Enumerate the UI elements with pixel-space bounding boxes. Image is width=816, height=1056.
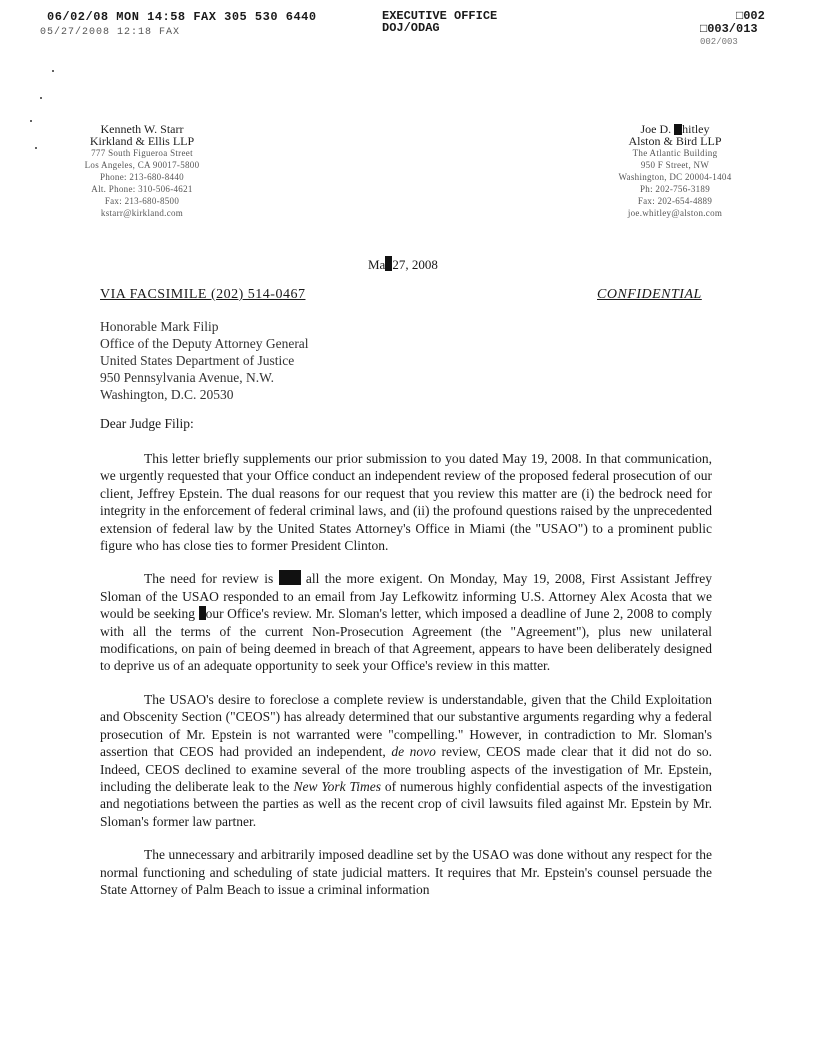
- fax-page-number: □002: [736, 9, 765, 23]
- phone-number: Ph: 202-756-3189: [639, 184, 711, 194]
- fax-office-label: EXECUTIVE OFFICE: [382, 9, 498, 23]
- body-paragraph: The need for review is all the more exigent. On Monday, May 19, 2008, First Assistant Jeffrey Sloman of the USAO responded to an email from Jay Lefkowitz informing U.S. Attorney Alex Acosta that we would be seeking our Office's review. Mr. Sloman's letter, which imposed a deadline of June 2, 2008 to comply with all the terms of the current Non-Prosecution Agreement (the "Agreement"), plus new unilateral modifications, on pain of being deemed in breach of that Agreement, appears to have been deliberately designed to deprive us of an adequate opportunity to seek your Office's review in this matter.: [100, 571, 713, 674]
- fax-page-faint: 002/003: [700, 37, 738, 47]
- fax-header-secondary-line: 05/27/2008 12:18 FAX: [40, 27, 181, 38]
- letter-body: [100, 450, 712, 914]
- city-address: Washington, DC 20004-1404: [618, 172, 732, 182]
- italic-publication: New York Times: [293, 778, 382, 794]
- body-paragraph: The unnecessary and arbitrarily imposed deadline set by the USAO was done without any respect for the normal functioning and scheduling of state judicial matters. It requires that Mr. Epstein's counsel persuade the State Attorney of Palm Beach to issue a criminal information: [100, 847, 712, 897]
- building-name: The Atlantic Building: [632, 148, 718, 158]
- transmission-method: VIA FACSIMILE (202) 514-0467: [100, 287, 306, 302]
- fax-office-code: DOJ/ODAG: [382, 21, 440, 35]
- letter-date: Ma 27, 2008: [368, 257, 438, 272]
- fax-speck: [52, 70, 54, 72]
- italic-term: de novo: [391, 744, 436, 760]
- firm-name: Kirkland & Ellis LLP: [89, 134, 195, 148]
- fax-page-numbers: [700, 10, 765, 49]
- firm-name: Alston & Bird LLP: [628, 134, 722, 148]
- recipient-line: Office of the Deputy Attorney General: [100, 336, 309, 351]
- phone-number: Phone: 213-680-8440: [100, 172, 184, 182]
- fax-page-icon: □: [700, 22, 708, 36]
- recipient-line: United States Department of Justice: [100, 353, 295, 368]
- redaction-box: [279, 570, 301, 585]
- recipient-line: Washington, D.C. 20530: [100, 387, 234, 402]
- salutation: Dear Judge Filip:: [100, 416, 194, 431]
- recipient-line: Honorable Mark Filip: [100, 319, 219, 334]
- redaction-box: [199, 606, 206, 620]
- city-address: Los Angeles, CA 90017-5800: [84, 160, 200, 170]
- alt-phone-number: Alt. Phone: 310-506-4621: [91, 184, 193, 194]
- fax-speck: [30, 120, 32, 122]
- fax-header-center: [382, 10, 497, 34]
- recipient-address: [100, 318, 309, 403]
- confidential-label: CONFIDENTIAL: [597, 287, 702, 302]
- fax-speck: [35, 147, 37, 149]
- street-address: 777 South Figueroa Street: [91, 148, 193, 158]
- email-address: kstarr@kirkland.com: [100, 208, 184, 218]
- attorney-name: Kenneth W. Starr: [100, 122, 184, 136]
- attorney-name: Joe D. hitley: [640, 122, 710, 136]
- fax-page-icon: □: [736, 9, 744, 23]
- body-paragraph: The USAO's desire to foreclose a complete review is understandable, given that the Child Exploitation and Obscenity Section ("CEOS") has already determined that our substantive arguments regarding why a federal prosecution of Mr. Epstein is not warranted were "compelling." However, in contradiction to Mr. Sloman's assertion that CEOS had provided an independent, de novo review, CEOS made clear that it did not do so. Indeed, CEOS declined to examine several of the more troubling aspects of the investigation of Mr. Epstein, including the deliberate leak to the New York Times of numerous highly confidential aspects of the investigation and negotiations between the parties as well as the recent crop of civil lawsuits filed against Mr. Epstein by Mr. Sloman's former law partner.: [100, 691, 713, 829]
- body-paragraph: This letter briefly supplements our prior submission to you dated May 19, 2008. In that communication, we urgently requested that your Office conduct an independent review of the proposed federal prosecution of our client, Jeffrey Epstein. The dual reasons for our request that you review this matter are (i) the bedrock need for integrity in the enforcement of federal criminal laws, and (ii) the profound questions raised by the unprecedented extension of federal law by the United States Attorney's Office in Miami (the "USAO") to a prominent public figure who has close ties to former President Clinton.: [100, 451, 712, 554]
- letterhead-right: [595, 123, 755, 219]
- letterhead-left: [62, 123, 222, 219]
- fax-header-line: 06/02/08 MON 14:58 FAX 305 530 6440: [47, 10, 317, 24]
- email-address: joe.whitley@alston.com: [627, 208, 723, 218]
- street-address: 950 F Street, NW: [640, 160, 710, 170]
- fax-number: Fax: 202-654-4889: [637, 196, 713, 206]
- fax-page-count: □003/013: [700, 22, 758, 36]
- fax-speck: [40, 97, 42, 99]
- fax-number: Fax: 213-680-8500: [104, 196, 180, 206]
- recipient-line: 950 Pennsylvania Avenue, N.W.: [100, 370, 274, 385]
